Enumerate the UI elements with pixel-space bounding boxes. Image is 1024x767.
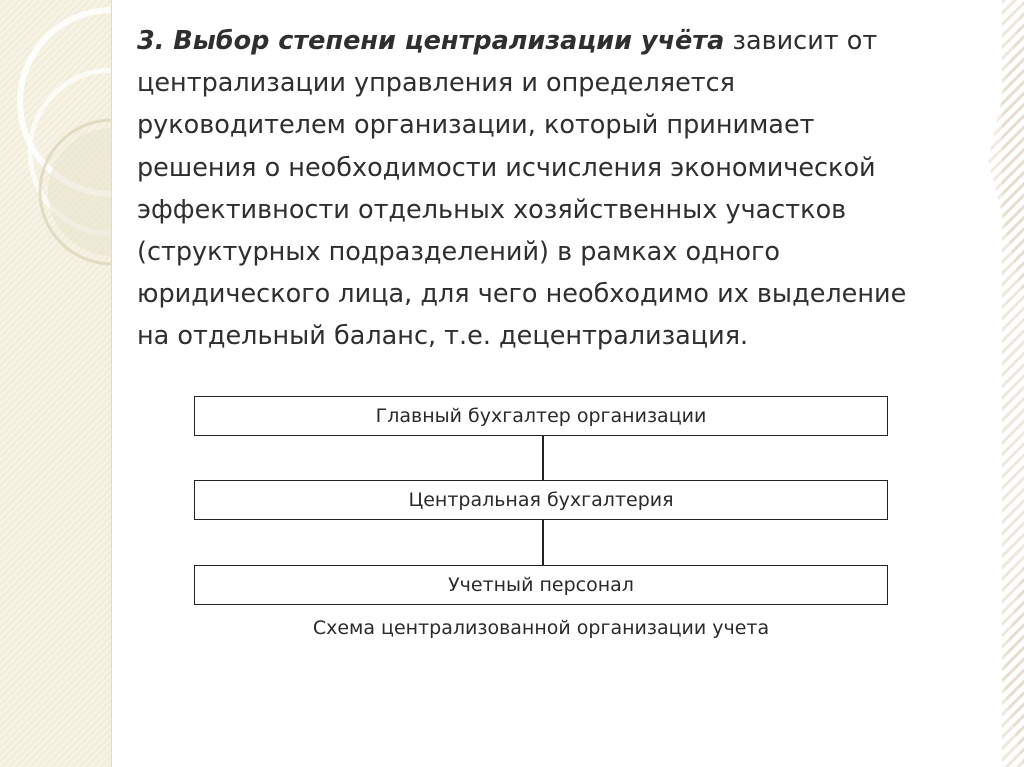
decorative-circles-graphic — [0, 0, 112, 767]
paragraph-line-2: централизации управления и определяется — [137, 68, 736, 99]
paragraph-line-6: (структурных подразделений) в рамках одного — [137, 237, 781, 268]
diagram-box-central-accounting: Центральная бухгалтерия — [194, 480, 888, 520]
paragraph-line-7: юридического лица, для чего необходимо их выделение — [137, 279, 907, 310]
diagram-caption: Схема централизованной организации учета — [312, 617, 770, 639]
paragraph-lead-heading: 3. Выбор степени централизации учёта — [137, 26, 725, 56]
paragraph-line-4: решения о необходимости исчисления экономической — [137, 152, 876, 183]
paragraph-line-8: на отдельный баланс, т.е. децентрализация. — [137, 321, 749, 352]
diagram-box-accounting-staff: Учетный персонал — [194, 565, 888, 605]
paragraph-line-1-rest: зависит от — [724, 26, 878, 56]
decorative-left-panel — [0, 0, 112, 767]
diagram-box-chief-accountant: Главный бухгалтер организации — [194, 396, 888, 436]
paragraph-line-5: эффективности отдельных хозяйственных участков — [137, 194, 847, 225]
paragraph-line-3: руководителем организации, который принимает — [137, 110, 815, 141]
paragraph-line-1 — [137, 20, 977, 62]
diagram-connector-1 — [542, 436, 544, 480]
diagram-connector-2 — [542, 520, 544, 565]
slide-paragraph — [137, 20, 977, 358]
